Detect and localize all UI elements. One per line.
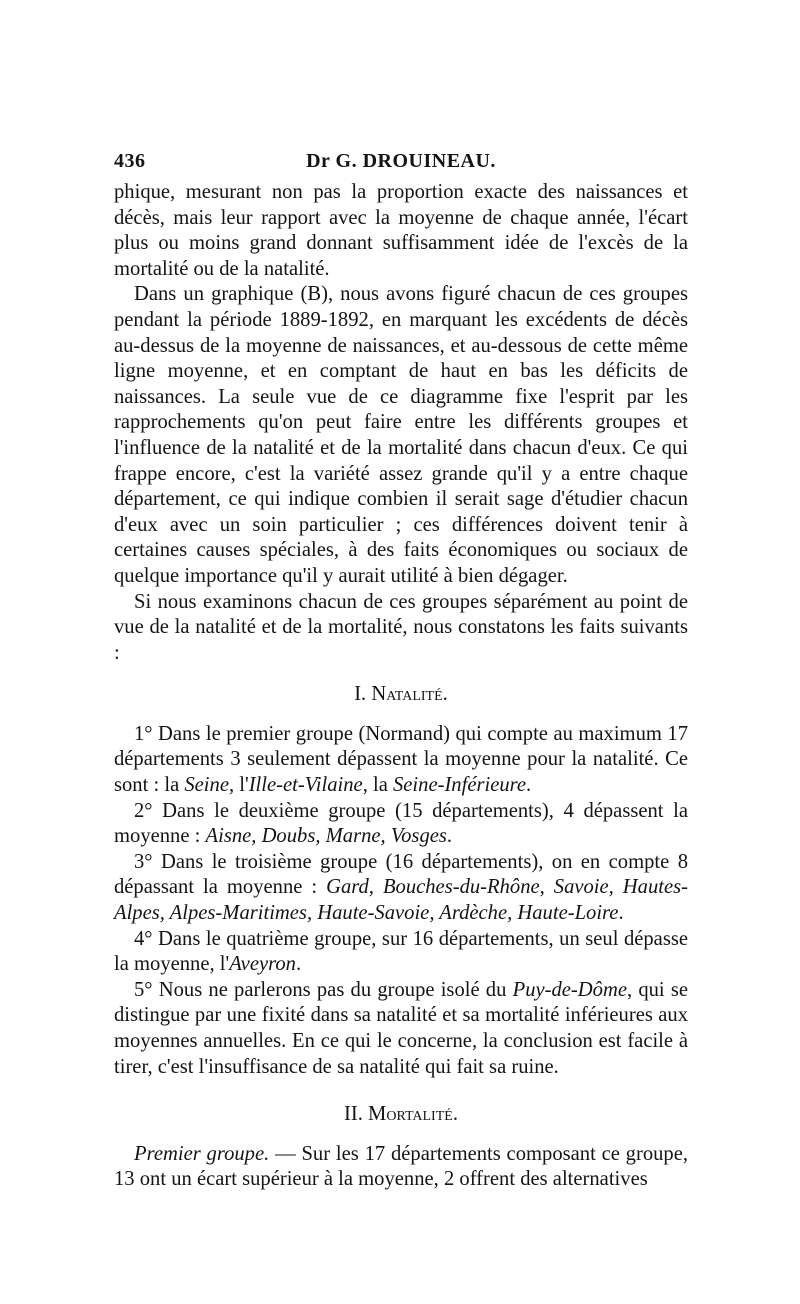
department-name: Seine-Inférieure bbox=[393, 774, 527, 797]
item-text: 3° Dans le troisième groupe (16 départements), on en compte 8 dépassant la moyenne : bbox=[114, 850, 688, 899]
section-numeral: I. bbox=[354, 683, 367, 706]
running-head: Dr G. DROUINEAU. bbox=[306, 150, 496, 172]
paragraph-continuation: phique, mesurant non pas la proportion exacte des naissances et décès, mais leur rapport avec la moyenne de chaque année, l'écart plus ou moins grand donnant suffisamment idée de l'excès de la mortalité ou de la natalité. bbox=[114, 181, 688, 280]
natalite-item-5 bbox=[114, 978, 688, 1080]
department-list: Gard, Bouches-du-Rhône, Savoie, Hautes-Alpes, Alpes-Maritimes, Haute-Savoie, Ardèche, Haute-Loire bbox=[114, 876, 688, 925]
item-end: . bbox=[295, 953, 302, 976]
section-title-text: Natalité. bbox=[371, 683, 448, 706]
item-text-rest: , qui se distingue par une fixité dans sa natalité et sa mortalité inférieures aux moyennes annuelles. En ce qui le concerne, la conclusion est facile à tirer, c'est l'insuffisance de sa natalité qui fait sa ruine. bbox=[114, 978, 688, 1078]
section-numeral: II. bbox=[344, 1103, 363, 1126]
paragraph-text: — Sur les 17 départements composant ce groupe, 13 ont un écart supérieur à la moyenne, 2 offrent des alternatives bbox=[114, 1142, 689, 1191]
page-header bbox=[114, 150, 688, 180]
natalite-item-3 bbox=[114, 850, 688, 927]
paragraph-graphique: Dans un graphique (B), nous avons figuré chacun de ces groupes pendant la période 1889-1892, en marquant les excédents de décès au-dessus de la moyenne de naissances, et au-dessous de cette même ligne moyenne, et en comptant de haut en bas les déficits de naissances. La seule vue de ce diagramme fixe l'esprit par les rapprochements qu'on peut faire entre les différents groupes et l'influence de la natalité et de la mortalité dans chacun d'eux. Ce qui frappe encore, c'est la variété assez grande qu'il y a entre chaque département, ce qui indique combien il serait sage d'étudier chacun d'eux avec un soin particulier ; ces différences doivent tenir à certaines causes spéciales, à des faits économiques ou sociaux de quelque importance qu'il y aurait utilité à bien dégager. bbox=[114, 283, 688, 587]
paragraph-examen: Si nous examinons chacun de ces groupes séparément au point de vue de la natalité et de la mortalité, nous constatons les faits suivants : bbox=[114, 590, 688, 664]
page-body bbox=[114, 180, 688, 1193]
department-list: Aisne, Doubs, Marne, Vosges bbox=[205, 825, 447, 848]
item-separator: , l' bbox=[228, 774, 249, 797]
item-end: . bbox=[526, 774, 532, 797]
item-end: . bbox=[618, 902, 624, 925]
item-text: 5° Nous ne parlerons pas du groupe isolé du bbox=[134, 978, 513, 1001]
group-lead: Premier groupe. bbox=[134, 1142, 270, 1165]
item-text: 4° Dans le quatrième groupe, sur 16 départements, un seul dépasse la moyenne, l' bbox=[114, 927, 688, 976]
mortalite-paragraph-1 bbox=[114, 1142, 688, 1193]
natalite-item-4 bbox=[114, 927, 688, 978]
department-name: Puy-de-Dôme bbox=[512, 978, 627, 1001]
item-text: 1° Dans le premier groupe (Normand) qui compte au maximum 17 départements 3 seulement dépassent la moyenne pour la natalité. Ce sont : la bbox=[114, 722, 688, 797]
department-name: Seine bbox=[184, 774, 229, 797]
item-text: 2° Dans le deuxième groupe (15 départements), 4 dépassent la moyenne : bbox=[114, 799, 688, 848]
section-heading-natalite bbox=[114, 682, 688, 708]
department-name: Ille-et-Vilaine bbox=[248, 774, 363, 797]
item-end: . bbox=[446, 825, 453, 848]
item-separator: , la bbox=[362, 774, 393, 797]
section-heading-mortalite bbox=[114, 1102, 688, 1128]
section-title-text: Mortalité. bbox=[368, 1103, 458, 1126]
natalite-item-2 bbox=[114, 799, 688, 850]
department-name: Aveyron bbox=[229, 953, 296, 976]
natalite-item-1 bbox=[114, 722, 688, 799]
page-number: 436 bbox=[114, 150, 146, 172]
